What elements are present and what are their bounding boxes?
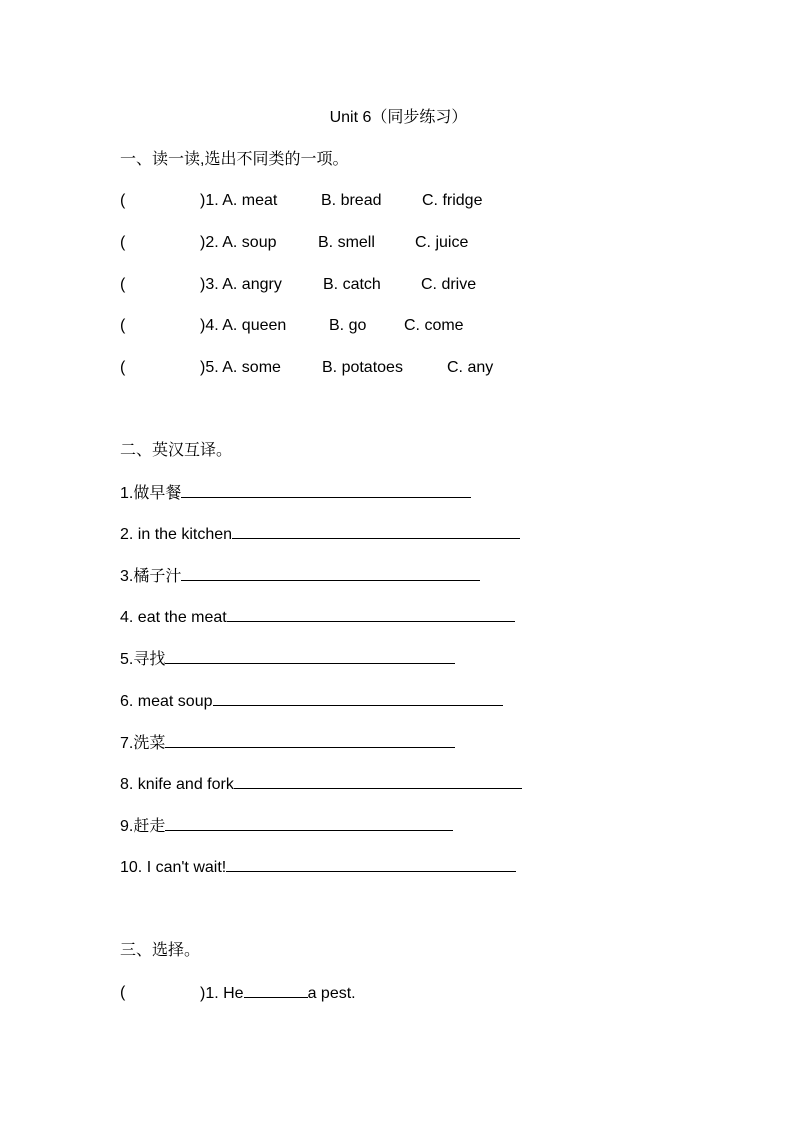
answer-blank[interactable] [165, 649, 455, 664]
translation-item: 7.洗菜 [120, 733, 455, 754]
answer-blank[interactable] [227, 607, 515, 622]
translation-item: 8. knife and fork [120, 774, 522, 795]
answer-blank[interactable] [244, 983, 308, 998]
translation-item: 9.赶走 [120, 816, 453, 837]
option-a: )5. A. some [200, 359, 281, 376]
answer-paren[interactable]: ( [120, 359, 126, 376]
option-c: C. fridge [422, 192, 483, 209]
question-rest: a pest. [307, 985, 356, 1002]
question-stem: )1. He [200, 985, 244, 1002]
option-a: )1. A. meat [200, 192, 278, 209]
answer-blank[interactable] [213, 691, 503, 706]
option-c: C. drive [421, 276, 477, 293]
section-2-heading: 二、英汉互译。 [120, 442, 233, 459]
option-c: C. juice [415, 234, 469, 251]
answer-blank[interactable] [226, 857, 516, 872]
answer-blank[interactable] [165, 816, 453, 831]
page-title: Unit 6（同步练习） [329, 109, 468, 126]
option-b: B. potatoes [322, 359, 403, 376]
answer-paren[interactable]: ( [120, 192, 126, 209]
option-b: B. catch [323, 276, 381, 293]
option-c: C. any [447, 359, 494, 376]
answer-blank[interactable] [234, 774, 522, 789]
option-c: C. come [404, 317, 464, 334]
translation-item: 5.寻找 [120, 649, 455, 670]
translation-item: 4. eat the meat [120, 607, 515, 628]
answer-paren[interactable]: ( [120, 317, 126, 334]
option-b: B. bread [321, 192, 382, 209]
answer-blank[interactable] [181, 483, 471, 498]
answer-paren[interactable]: ( [120, 984, 126, 1001]
answer-paren[interactable]: ( [120, 276, 126, 293]
translation-item: 10. I can't wait! [120, 857, 516, 878]
answer-blank[interactable] [165, 733, 455, 748]
option-a: )3. A. angry [200, 276, 282, 293]
translation-item: 2. in the kitchen [120, 524, 520, 545]
option-a: )4. A. queen [200, 317, 287, 334]
option-b: B. go [329, 317, 367, 334]
section-3-heading: 三、选择。 [120, 942, 201, 959]
answer-blank[interactable] [232, 524, 520, 539]
answer-blank[interactable] [181, 566, 480, 581]
answer-paren[interactable]: ( [120, 234, 126, 251]
translation-item: 6. meat soup [120, 691, 503, 712]
option-b: B. smell [318, 234, 375, 251]
translation-item: 1.做早餐 [120, 483, 471, 504]
option-a: )2. A. soup [200, 234, 277, 251]
section-1-heading: 一、读一读,选出不同类的一项。 [120, 151, 349, 168]
translation-item: 3.橘子汁 [120, 566, 480, 587]
